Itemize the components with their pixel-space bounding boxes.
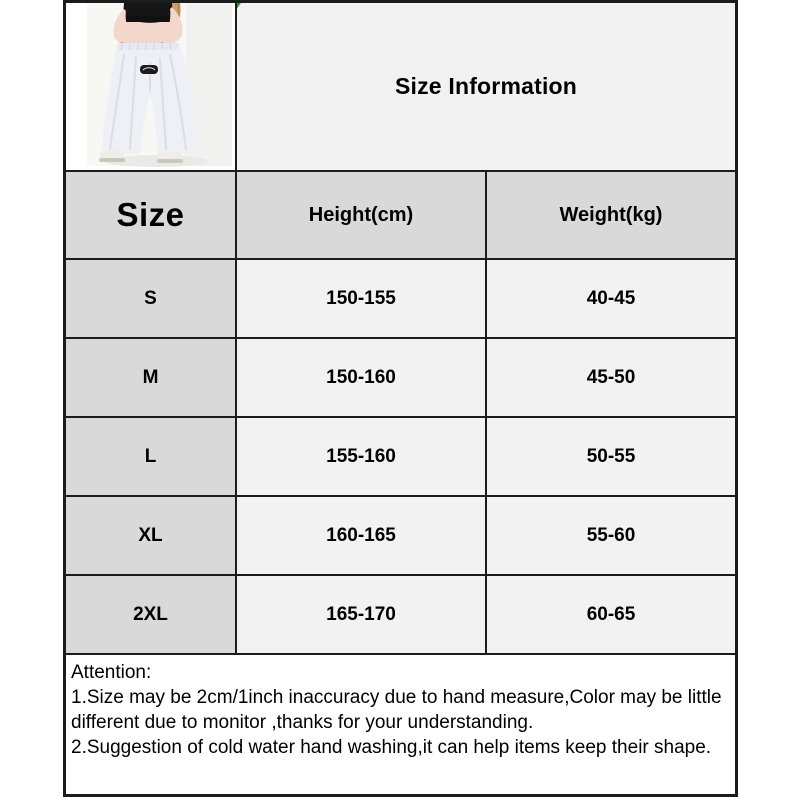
- attention-title: Attention:: [71, 662, 152, 683]
- row-xl-height: 160-165: [237, 497, 485, 574]
- attention-line-1: 1.Size may be 2cm/1inch inaccuracy due to hand measure,Color may be little: [71, 687, 722, 708]
- row-m-weight: 45-50: [487, 339, 735, 416]
- row-s-size: S: [66, 260, 235, 337]
- row-2xl-size: 2XL: [66, 576, 235, 653]
- row-2xl-weight: 60-65: [487, 576, 735, 653]
- row-s-weight: 40-45: [487, 260, 735, 337]
- page-title: Size Information: [394, 73, 578, 99]
- product-photo-cell: [66, 3, 235, 170]
- attention-line-2: different due to monitor ,thanks for your understanding.: [71, 712, 534, 733]
- attention-notes: [66, 655, 735, 794]
- product-photo: [66, 3, 235, 170]
- size-table: [63, 0, 738, 797]
- row-s-height: 150-155: [237, 260, 485, 337]
- column-header-weight: Weight(kg): [487, 172, 735, 258]
- row-2xl-height: 165-170: [237, 576, 485, 653]
- row-l-size: L: [66, 418, 235, 495]
- row-l-height: 155-160: [237, 418, 485, 495]
- green-corner-marker-icon: [237, 3, 243, 10]
- row-xl-weight: 55-60: [487, 497, 735, 574]
- row-xl-size: XL: [66, 497, 235, 574]
- row-m-height: 150-160: [237, 339, 485, 416]
- size-information-title-cell: [237, 3, 735, 170]
- row-m-size: M: [66, 339, 235, 416]
- row-l-weight: 50-55: [487, 418, 735, 495]
- column-header-size: Size: [66, 172, 235, 258]
- column-header-height: Height(cm): [237, 172, 485, 258]
- attention-line-3: 2.Suggestion of cold water hand washing,it can help items keep their shape.: [71, 737, 712, 758]
